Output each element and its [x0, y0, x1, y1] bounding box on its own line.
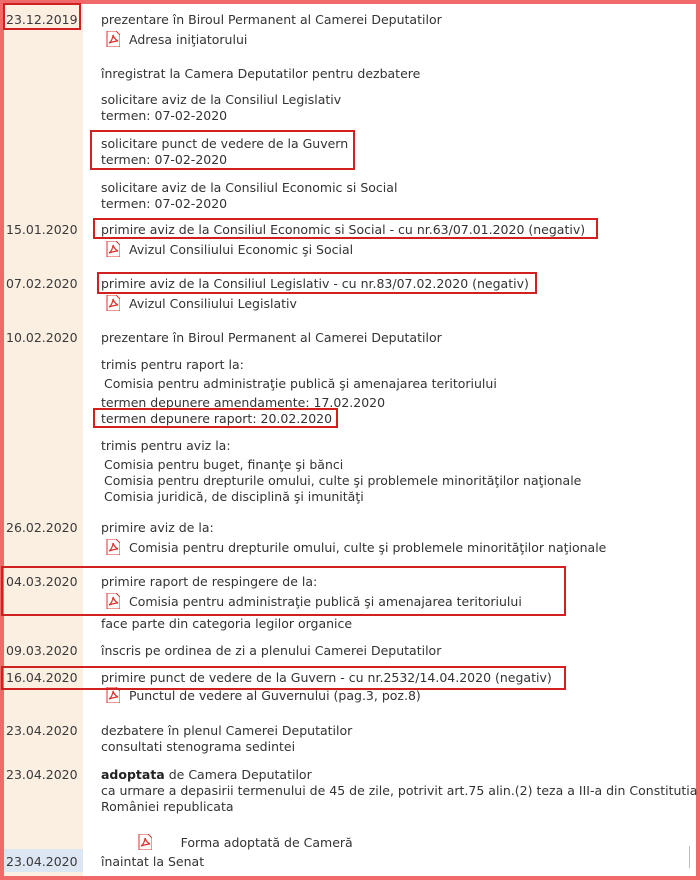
document-link[interactable]	[106, 31, 247, 47]
document-link-label: Avizul Consiliului Economic şi Social	[129, 242, 354, 257]
entry-date: 23.04.2020	[6, 767, 78, 782]
document-link[interactable]	[106, 593, 522, 609]
stenogram-link[interactable]: consultati stenograma sedintei	[101, 739, 296, 754]
pdf-icon	[106, 31, 120, 47]
pdf-icon	[106, 593, 120, 609]
entry-deadline: termen: 07-02-2020	[101, 196, 228, 211]
document-link[interactable]	[106, 295, 297, 311]
pdf-icon	[106, 241, 120, 257]
entry-deadline: termen depunere raport: 20.02.2020	[101, 411, 333, 426]
entry-text: primire aviz de la:	[101, 520, 214, 535]
document-link[interactable]	[106, 539, 606, 555]
entry-date: 07.02.2020	[6, 276, 78, 291]
entry-date: 23.12.2019	[6, 12, 78, 27]
entry-text: prezentare în Biroul Permanent al Camerei Deputatilor	[101, 330, 442, 345]
entry-text: solicitare punct de vedere de la Guvern	[101, 136, 349, 151]
entry-text: înaintat la Senat	[101, 854, 205, 869]
entry-date: 26.02.2020	[6, 520, 78, 535]
entry-text: României republicata	[101, 799, 234, 814]
entry-text: prezentare în Biroul Permanent al Camerei Deputatilor	[101, 12, 442, 27]
entry-text: primire punct de vedere de la Guvern - cu nr.2532/14.04.2020 (negativ)	[101, 670, 552, 685]
entry-text: înscris pe ordinea de zi a plenului Camerei Deputatilor	[101, 643, 442, 658]
committee-name: Comisia pentru administraţie publică şi amenajarea teritoriului	[104, 376, 497, 391]
document-link-label: Avizul Consiliului Legislativ	[129, 296, 297, 311]
entry-date: 23.04.2020	[6, 723, 78, 738]
entry-date: 23.04.2020	[6, 854, 78, 869]
document-link-label: Comisia pentru administraţie publică şi amenajarea teritoriului	[129, 594, 522, 609]
entry-deadline: termen: 07-02-2020	[101, 108, 228, 123]
scrollbar-edge	[689, 846, 694, 868]
document-link-label: Comisia pentru drepturile omului, culte şi problemele minorităţilor naţionale	[129, 540, 607, 555]
entry-text: solicitare aviz de la Consiliul Economic si Social	[101, 180, 398, 195]
entry-text: înregistrat la Camera Deputatilor pentru dezbatere	[101, 66, 421, 81]
document-link-label: Forma adoptată de Cameră	[160, 835, 353, 850]
entry-text: dezbatere în plenul Camerei Deputatilor	[101, 723, 353, 738]
committee-name: Comisia pentru buget, finanţe şi bănci	[104, 457, 344, 472]
committee-name: Comisia pentru drepturile omului, culte şi problemele minorităţilor naţionale	[104, 473, 582, 488]
entry-deadline: termen: 07-02-2020	[101, 152, 228, 167]
entry-text: trimis pentru aviz la:	[101, 438, 231, 453]
adopted-by: de Camera Deputatilor	[164, 767, 312, 782]
entry-text: trimis pentru raport la:	[101, 357, 244, 372]
adopted-status: adoptata	[101, 767, 165, 782]
date-column	[4, 4, 83, 876]
entry-text: primire aviz de la Consiliul Economic si Social - cu nr.63/07.01.2020 (negativ)	[101, 222, 586, 237]
entry-date: 04.03.2020	[6, 574, 78, 589]
entry-text: primire raport de respingere de la:	[101, 574, 318, 589]
entry-text	[101, 767, 312, 782]
entry-text: solicitare aviz de la Consiliul Legislativ	[101, 92, 342, 107]
pdf-icon	[106, 687, 120, 703]
committee-name: Comisia juridică, de disciplină şi imunităţi	[104, 489, 364, 504]
entry-date: 09.03.2020	[6, 643, 78, 658]
pdf-icon	[106, 539, 120, 555]
entry-date: 16.04.2020	[6, 670, 78, 685]
document-link-label: Punctul de vedere al Guvernului (pag.3, poz.8)	[129, 688, 421, 703]
document-link[interactable]	[106, 687, 421, 703]
document-link-label: Adresa iniţiatorului	[129, 32, 248, 47]
pdf-icon	[138, 834, 152, 850]
pdf-icon	[106, 295, 120, 311]
entry-date: 10.02.2020	[6, 330, 78, 345]
entry-date: 15.01.2020	[6, 222, 78, 237]
entry-text: ca urmare a depasirii termenului de 45 de zile, potrivit art.75 alin.(2) teza a III-a din Constitutia	[101, 783, 698, 798]
entry-text: primire aviz de la Consiliul Legislativ - cu nr.83/07.02.2020 (negativ)	[101, 276, 529, 291]
entry-text: face parte din categoria legilor organice	[101, 616, 353, 631]
document-link[interactable]	[106, 241, 353, 257]
entry-deadline: termen depunere amendamente: 17.02.2020	[101, 395, 386, 410]
